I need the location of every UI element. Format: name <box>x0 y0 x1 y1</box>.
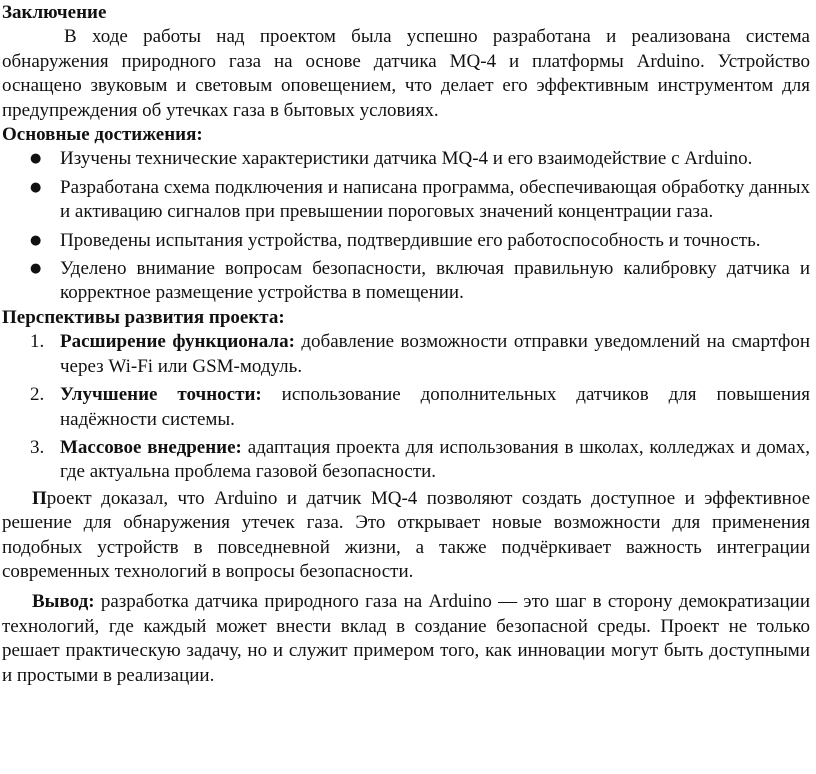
achievements-heading: Основные достижения: <box>2 124 203 146</box>
item-title: Расширение функционала: <box>60 331 295 353</box>
list-item-text: Изучены технические характеристики датчика MQ-4 и его взаимодействие с Arduino. <box>60 148 753 170</box>
bullet-icon: ● <box>30 232 42 248</box>
summary-lead: П <box>32 487 47 509</box>
list-item <box>2 330 810 383</box>
conclusion-heading: Заключение <box>2 2 107 23</box>
list-item <box>2 147 810 175</box>
list-item <box>2 436 810 485</box>
bullet-icon: ● <box>30 179 42 195</box>
summary-paragraph <box>2 487 810 585</box>
conclusion-intro: В ходе работы над проектом была успешно разработана и реализована система обнаружения природного газа на основе датчика MQ-4 и платформы Arduino. Устройство оснащено звуковым и световым оповещением, что делает его эффективным инструментом для предупреждения об утечках газа в бытовых условиях. <box>2 26 810 121</box>
list-item <box>2 383 810 436</box>
item-title: Улучшение точности: <box>60 384 262 406</box>
bullet-icon: ● <box>30 151 42 167</box>
item-text: использование дополнительных датчиков для повышения надёжности системы. <box>60 384 810 430</box>
item-number: 1. <box>30 331 45 353</box>
list-item-text: Уделено внимание вопросам безопасности, включая правильную калибровку датчика и корректное размещение устройства в помещении. <box>60 258 810 304</box>
achievements-list <box>2 147 810 305</box>
list-item-text: Разработана схема подключения и написана программа, обеспечивающая обработку данных и активацию сигналов при превышении пороговых значений концентрации газа. <box>60 176 810 223</box>
list-item <box>2 176 810 229</box>
verdict-label: Вывод: <box>32 591 95 613</box>
list-item <box>2 257 810 306</box>
list-item-text: Проведены испытания устройства, подтвердившие его работоспособность и точность. <box>60 229 761 251</box>
prospects-list <box>2 330 810 484</box>
prospects-heading: Перспективы развития проекта: <box>2 306 285 328</box>
verdict-text: разработка датчика природного газа на Arduino — это шаг в сторону демократизации технологий, где каждый может внести вклад в создание безопасной среды. Проект не только решает практическую задачу, но и служит примером того, как инновации могут быть доступными и простыми в реализации. <box>2 591 810 686</box>
item-title: Массовое внедрение: <box>60 436 242 458</box>
bullet-icon: ● <box>30 261 42 277</box>
summary-text: роект доказал, что Arduino и датчик MQ-4 позволяют создать доступное и эффективное решение для обнаружения утечек газа. Это открывает новые возможности для применения подобных устройств в повседневной жизни, а также подчёркивает важность интеграции современных технологий в вопросы безопасности. <box>2 487 810 582</box>
item-number: 3. <box>30 436 45 458</box>
verdict-paragraph <box>2 590 810 688</box>
item-number: 2. <box>30 384 45 406</box>
item-text: адаптация проекта для использования в школах, колледжах и домах, где актуальна проблема газовой безопасности. <box>60 436 810 483</box>
item-text: добавление возможности отправки уведомлений на смартфон через Wi-Fi или GSM-модуль. <box>60 331 810 377</box>
list-item <box>2 229 810 257</box>
